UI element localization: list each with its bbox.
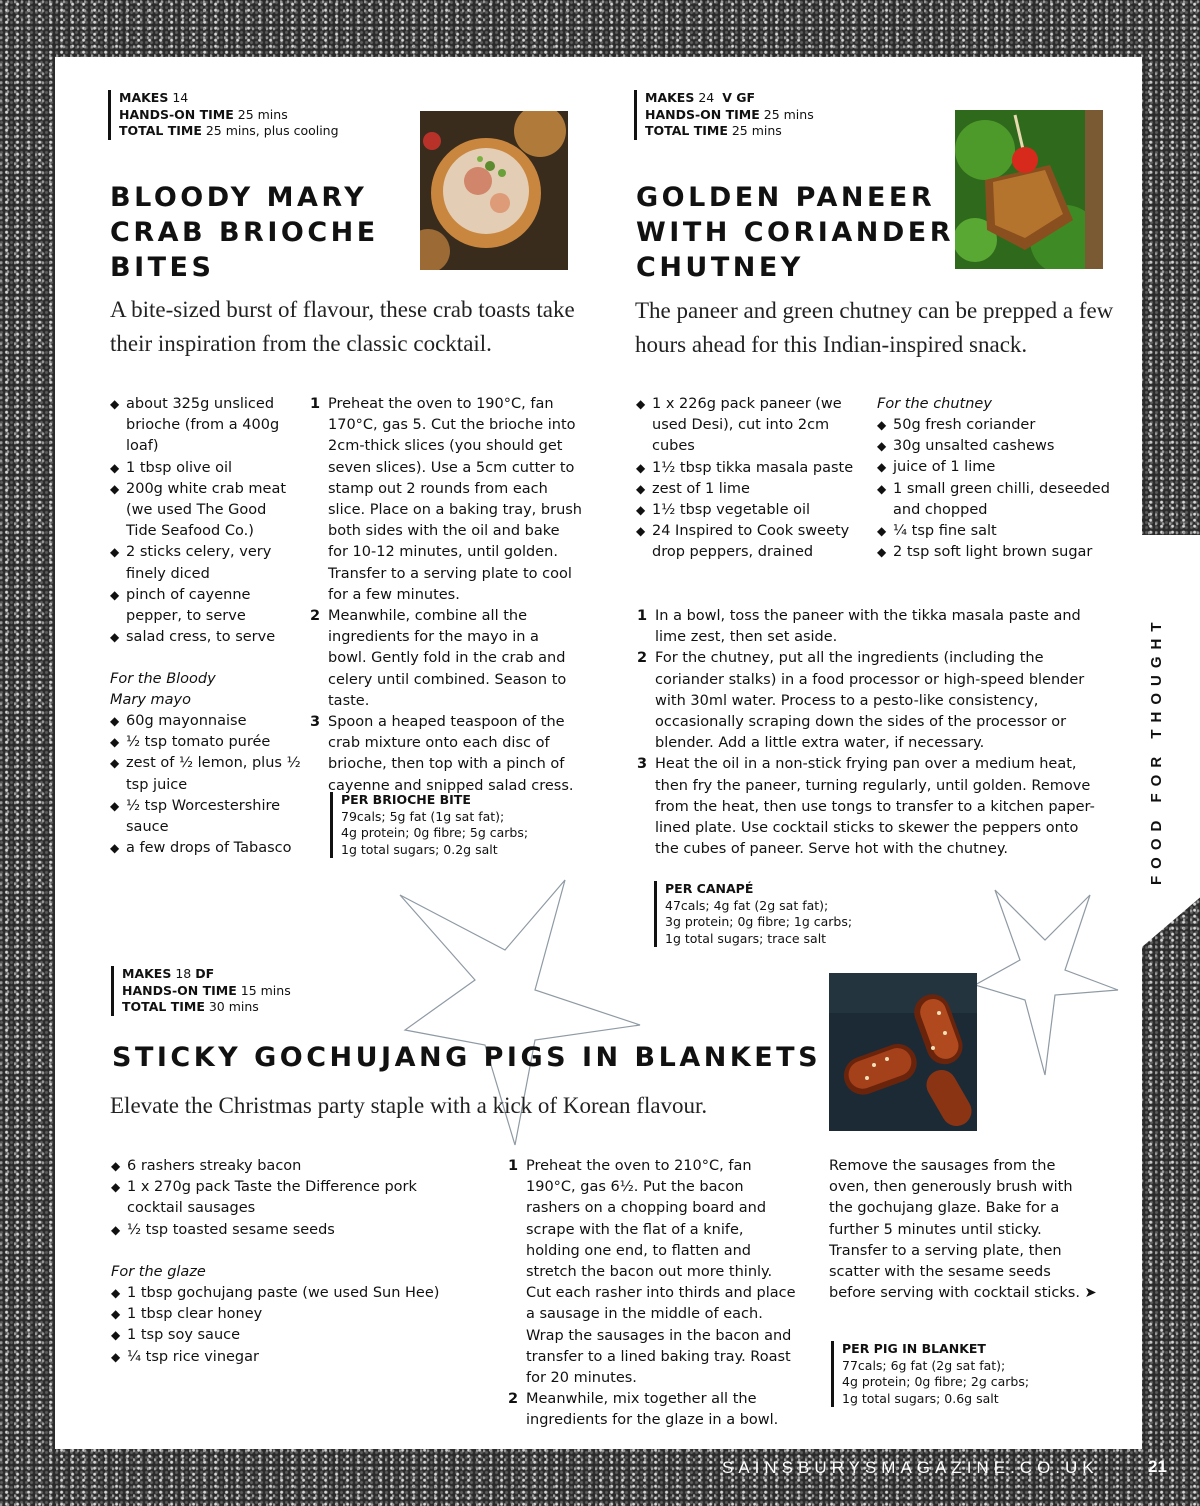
crab-ingredients (110, 394, 300, 648)
ingredient-item: ◆ 1 x 270g pack Taste the Difference pork cocktail sausages (111, 1177, 441, 1219)
method-step: 1 Preheat the oven to 190°C, fan 170°C, gas 5. Cut the brioche into 2cm-thick slices (you should get seven slices). Use a 5cm cutter to stamp out 2 rounds from each slice. Place on a baking tray, brush both sides with the oil and bake for 10-12 minutes, until golden. Transfer to a serving plate to cool for a few minutes. (310, 396, 582, 603)
crab-brioche-photo (420, 111, 568, 270)
crab-mayo-ingredients (110, 711, 305, 859)
pigs-meta: MAKES 18 DF HANDS-ON TIME 15 mins TOTAL TIME 30 mins (111, 966, 291, 1016)
ingredient-item: ◆ 2 sticks celery, very finely diced (110, 542, 300, 584)
pigs-intro: Elevate the Christmas party staple with a kick of Korean flavour. (110, 1093, 708, 1118)
ingredient-item: ◆ 1 tbsp olive oil (110, 458, 300, 479)
ingredient-item: ◆ zest of 1 lime (636, 479, 861, 500)
ingredient-item: ◆ 6 rashers streaky bacon (111, 1156, 441, 1177)
footer-site-url[interactable]: SAINSBURYSMAGAZINE.CO.UK (722, 1458, 1099, 1477)
ingredient-item: ◆ 24 Inspired to Cook sweety drop peppers, drained (636, 521, 861, 563)
pigs-ingredients (111, 1156, 441, 1241)
ingredient-item: ◆ 1½ tbsp tikka masala paste (636, 458, 861, 479)
side-tab-label: FOOD FOR THOUGHT (1148, 615, 1165, 885)
ingredient-item: ◆ 1 tbsp gochujang paste (we used Sun Hee) (111, 1283, 471, 1304)
method-step: 1 In a bowl, toss the paneer with the tikka masala paste and lime zest, then set aside. (637, 608, 1081, 646)
paneer-method (637, 606, 1095, 860)
pigs-glaze-ingredients (111, 1283, 471, 1368)
ingredient-item: ◆ 200g white crab meat (we used The Good Tide Seafood Co.) (110, 479, 300, 543)
ingredient-item: ◆ 1 tbsp clear honey (111, 1304, 471, 1325)
ingredient-item: ◆ ½ tsp tomato purée (110, 732, 305, 753)
crab-meta: MAKES 14 HANDS-ON TIME 25 mins TOTAL TIME 25 mins, plus cooling (108, 90, 339, 140)
ingredient-item: ◆ 1 small green chilli, deseeded and chopped (877, 479, 1112, 521)
pigs-nutrition: PER PIG IN BLANKET 77cals; 6g fat (2g sat fat); 4g protein; 0g fibre; 2g carbs; 1g total sugars; 0.6g salt (831, 1341, 1029, 1407)
pigs-in-blankets-photo (829, 973, 977, 1131)
crab-intro: A bite-sized burst of flavour, these crab toasts take their inspiration from the classic cocktail. (110, 297, 575, 356)
pigs-glaze-heading: For the glaze (111, 1264, 206, 1280)
ingredient-item: ◆ ¼ tsp rice vinegar (111, 1347, 471, 1368)
ingredient-item: ◆ 60g mayonnaise (110, 711, 305, 732)
method-step: 2 For the chutney, put all the ingredients (including the coriander stalks) in a food processor or high-speed blender with 30ml water. Process to a pesto-like consistency, occasionally scraping down the sides of the processor or blender. Add a little extra water, if necessary. (637, 650, 1085, 752)
crab-mayo-heading: For the Bloody Mary mayo (110, 671, 216, 709)
method-step: 2 Meanwhile, combine all the ingredients for the mayo in a bowl. Gently fold in the crab and celery until combined. Season to taste. (310, 608, 567, 709)
ingredient-item: ◆ 50g fresh coriander (877, 415, 1112, 436)
crab-title: BLOODY MARY CRAB BRIOCHE BITES (110, 182, 379, 283)
ingredient-item: ◆ ½ tsp Worcestershire sauce (110, 796, 305, 838)
ingredient-item: ◆ a few drops of Tabasco (110, 838, 305, 859)
paneer-intro: The paneer and green chutney can be prepped a few hours ahead for this Indian-inspired snack. (635, 298, 1114, 357)
paneer-ingredients (636, 394, 861, 564)
crab-nutrition: PER BRIOCHE BITE 79cals; 5g fat (1g sat fat); 4g protein; 0g fibre; 5g carbs; 1g total sugars; 0.2g salt (330, 792, 528, 858)
method-step: 3 Heat the oil in a non-stick frying pan over a medium heat, then fry the paneer, turning regularly, until golden. Remove from the heat, then use tongs to transfer to a kitchen paper-lined plate. Use cocktail sticks to skewer the peppers onto the cubes of paneer. Serve hot with the chutney. (637, 756, 1095, 858)
ingredient-item: ◆ zest of ½ lemon, plus ½ tsp juice (110, 753, 305, 795)
crab-method (310, 394, 582, 797)
star-outline-small (970, 885, 1130, 1080)
paneer-chutney-ingredients (877, 415, 1112, 563)
ingredient-item: ◆ 2 tsp soft light brown sugar (877, 542, 1112, 563)
pigs-title: STICKY GOCHUJANG PIGS IN BLANKETS (112, 1042, 822, 1073)
method-step: 1 Preheat the oven to 210°C, fan 190°C, gas 6½. Put the bacon rashers on a chopping board and scrape with the flat of a knife, holding one end, to flatten and stretch the bacon out more thinly. Cut each rasher into thirds and place a sausage in the middle of each. Wrap the sausages in the bacon and transfer to a lined baking tray. Roast for 20 minutes. (508, 1158, 796, 1387)
ingredient-item: ◆ salad cress, to serve (110, 627, 300, 648)
pigs-method (508, 1156, 796, 1432)
paneer-nutrition: PER CANAPÉ 47cals; 4g fat (2g sat fat); 3g protein; 0g fibre; 1g carbs; 1g total sugars; trace salt (654, 881, 852, 947)
page-number: 21 (1148, 1457, 1167, 1476)
ingredient-item: ◆ ½ tsp toasted sesame seeds (111, 1220, 441, 1241)
ingredient-item: ◆ about 325g unsliced brioche (from a 400g loaf) (110, 394, 300, 458)
paneer-chutney-heading: For the chutney (877, 396, 992, 412)
ingredient-item: ◆ 1½ tbsp vegetable oil (636, 500, 861, 521)
method-step: 2 Meanwhile, mix together all the ingredients for the glaze in a bowl. (508, 1391, 779, 1429)
paneer-photo (955, 110, 1103, 269)
method-step: 3 Spoon a heaped teaspoon of the crab mixture onto each disc of brioche, then top with a pinch of cayenne and snipped salad cress. (310, 714, 574, 794)
ingredient-item: ◆ juice of 1 lime (877, 457, 1112, 478)
ingredient-item: ◆ 1 x 226g pack paneer (we used Desi), cut into 2cm cubes (636, 394, 861, 458)
pigs-method-continued: Remove the sausages from the oven, then generously brush with the gochujang glaze. Bake for a further 5 minutes until sticky. Transfer to a serving plate, then scatter with the sesame seeds before serving with cocktail sticks. ➤ (829, 1158, 1097, 1302)
paneer-title: GOLDEN PANEER WITH CORIANDER CHUTNEY (636, 182, 954, 283)
ingredient-item: ◆ ¼ tsp fine salt (877, 521, 1112, 542)
ingredient-item: ◆ 30g unsalted cashews (877, 436, 1112, 457)
ingredient-item: ◆ pinch of cayenne pepper, to serve (110, 585, 300, 627)
ingredient-item: ◆ 1 tsp soy sauce (111, 1325, 471, 1346)
paneer-meta: MAKES 24 V GF HANDS-ON TIME 25 mins TOTAL TIME 25 mins (634, 90, 814, 140)
